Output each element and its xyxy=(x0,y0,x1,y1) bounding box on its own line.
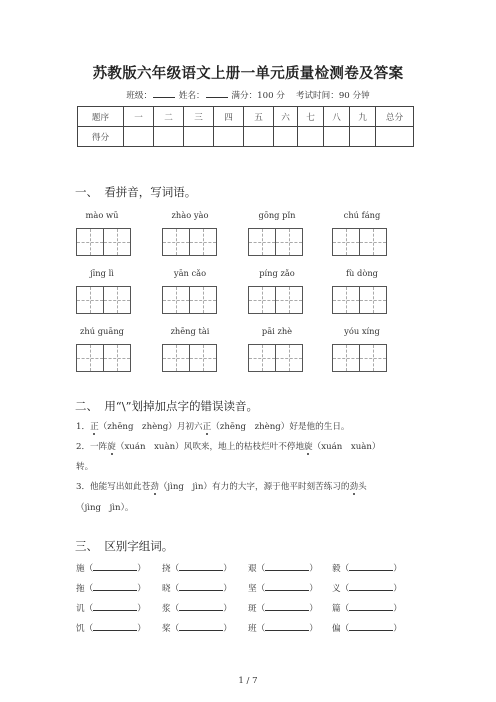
word-item: 桨（ ） xyxy=(162,624,232,634)
pinyin-label: zhēng tài xyxy=(170,326,210,336)
grid-cell[interactable] xyxy=(248,228,276,256)
q2-text[interactable]: （xuán xuàn） xyxy=(312,442,381,452)
score-input-cell[interactable] xyxy=(184,127,214,147)
word-char: 挠 xyxy=(162,564,171,574)
pinyin-label: mào wū xyxy=(85,210,119,220)
score-header-cell: 九 xyxy=(350,107,376,127)
word-item: 篇（ ） xyxy=(332,604,402,614)
grid-cell[interactable] xyxy=(189,286,217,314)
q1-text[interactable]: （zhēng zhèng）月初六 xyxy=(98,422,203,432)
score-table xyxy=(77,106,414,147)
score-header-cell: 题序 xyxy=(78,107,124,127)
word-char: 篇 xyxy=(332,604,341,614)
pinyin-label: zhú guāng xyxy=(80,326,124,336)
grid-cell[interactable] xyxy=(103,344,131,372)
grid-cell[interactable] xyxy=(76,228,104,256)
word-item: 拖（ ） xyxy=(76,584,146,594)
grid-cell[interactable] xyxy=(332,344,360,372)
score-header-cell: 四 xyxy=(214,107,244,127)
word-item: 毅（ ） xyxy=(332,564,402,574)
score-input-cell[interactable] xyxy=(298,127,324,147)
score-header-cell: 二 xyxy=(154,107,184,127)
score-header-cell: 一 xyxy=(124,107,154,127)
writing-grid[interactable] xyxy=(248,286,302,314)
pinyin-label: pāi zhè xyxy=(261,326,293,336)
grid-cell[interactable] xyxy=(359,228,387,256)
question-3 xyxy=(76,480,367,492)
question-2 xyxy=(76,440,381,452)
grid-cell[interactable] xyxy=(76,286,104,314)
word-char: 晓 xyxy=(162,584,171,594)
score-input-cell[interactable] xyxy=(274,127,298,147)
pinyin-label: yān cǎo xyxy=(173,268,207,278)
word-item: 施（ ） xyxy=(76,564,146,574)
section-1-title: 看拼音，写词语。 xyxy=(104,185,197,199)
word-char: 斑 xyxy=(248,604,257,614)
score-header-cell: 五 xyxy=(244,107,274,127)
exam-time: 考试时间：90 分钟 xyxy=(295,91,370,101)
word-item: 挠（ ） xyxy=(162,564,232,574)
q3-text[interactable]: （jìng jìn）有力的大字，源于他平时刻苦练习的 xyxy=(158,482,350,492)
pinyin-label: zhào yào xyxy=(171,210,209,220)
pinyin-label: chú fáng xyxy=(343,210,381,220)
name-label: 姓名： xyxy=(178,91,205,101)
pinyin-label: gōng pǐn xyxy=(258,210,296,220)
section-1-number: 一、 xyxy=(75,185,98,199)
full-score: 满分：100 分 xyxy=(231,91,285,101)
writing-grid[interactable] xyxy=(76,286,130,314)
grid-cell[interactable] xyxy=(248,344,276,372)
word-item: 班（ ） xyxy=(248,624,318,634)
section-3-title: 区别字组词。 xyxy=(104,539,174,553)
q1-text: 1． xyxy=(76,422,91,432)
grid-cell[interactable] xyxy=(275,228,303,256)
answer-blank[interactable] xyxy=(265,622,309,631)
exam-info-line xyxy=(0,89,496,101)
writing-grid[interactable] xyxy=(332,228,386,256)
answer-blank[interactable] xyxy=(93,602,137,611)
writing-grid[interactable] xyxy=(162,286,216,314)
grid-cell[interactable] xyxy=(76,344,104,372)
grid-cell[interactable] xyxy=(332,228,360,256)
grid-cell[interactable] xyxy=(162,286,190,314)
grid-cell[interactable] xyxy=(103,228,131,256)
word-row xyxy=(76,562,416,578)
q2-dotted-char: 旋 xyxy=(304,442,313,452)
grid-cell[interactable] xyxy=(359,286,387,314)
word-char: 坚 xyxy=(248,584,257,594)
score-input-cell[interactable] xyxy=(350,127,376,147)
section-3-number: 三、 xyxy=(75,539,98,553)
grid-cell[interactable] xyxy=(162,228,190,256)
section-1-heading xyxy=(75,184,196,200)
word-char: 施 xyxy=(76,564,85,574)
word-char: 义 xyxy=(332,584,341,594)
answer-blank[interactable] xyxy=(179,582,223,591)
question-3-continued[interactable]: （jìng jìn）。 xyxy=(76,503,134,513)
grid-cell[interactable] xyxy=(332,286,360,314)
q1-dotted-char: 正 xyxy=(90,422,99,432)
score-header-cell: 七 xyxy=(298,107,324,127)
pinyin-label: fù dòng xyxy=(345,268,378,278)
q2-text: 2．一阵 xyxy=(76,442,108,452)
word-char: 讥 xyxy=(76,604,85,614)
word-char: 拖 xyxy=(76,584,85,594)
word-item: 坚（ ） xyxy=(248,584,318,594)
section-2-heading xyxy=(75,398,258,414)
score-input-cell[interactable] xyxy=(324,127,350,147)
pinyin-label: píng zǎo xyxy=(259,268,295,278)
word-char: 艰 xyxy=(248,564,257,574)
class-blank xyxy=(153,89,175,98)
writing-grid[interactable] xyxy=(76,228,130,256)
answer-blank[interactable] xyxy=(265,562,309,571)
q1-dotted-char: 正 xyxy=(202,422,212,432)
name-blank xyxy=(206,89,228,98)
section-3-heading xyxy=(75,538,173,554)
grid-cell[interactable] xyxy=(248,286,276,314)
page-title: 苏教版六年级语文上册一单元质量检测卷及答案 xyxy=(92,65,404,82)
pinyin-label: jīng lì xyxy=(90,268,114,278)
class-label: 班级： xyxy=(126,91,153,101)
q3-text: 3．他能写出如此苍 xyxy=(76,482,151,492)
score-input-cell[interactable] xyxy=(376,127,414,147)
score-input-cell[interactable] xyxy=(124,127,154,147)
word-item: 浆（ ） xyxy=(162,604,232,614)
writing-grid[interactable] xyxy=(248,344,302,372)
score-table-score-row xyxy=(78,127,414,147)
answer-blank[interactable] xyxy=(349,602,393,611)
answer-blank[interactable] xyxy=(179,622,223,631)
q2-dotted-char: 旋 xyxy=(107,442,116,452)
section-2-number: 二、 xyxy=(75,399,98,413)
word-item: 斑（ ） xyxy=(248,604,318,614)
score-header-cell: 总分 xyxy=(376,107,414,127)
q3-dotted-char: 劲 xyxy=(150,482,159,492)
question-1 xyxy=(76,420,350,432)
q3-dotted-char: 劲 xyxy=(349,482,359,492)
answer-blank[interactable] xyxy=(349,582,393,591)
score-table-header-row xyxy=(78,107,414,127)
word-char: 桨 xyxy=(162,624,171,634)
word-item: 饥（ ） xyxy=(76,624,146,634)
answer-blank[interactable] xyxy=(349,562,393,571)
grid-cell[interactable] xyxy=(359,344,387,372)
writing-grid[interactable] xyxy=(76,344,130,372)
word-row xyxy=(76,582,416,598)
page-number: 1 / 7 xyxy=(238,676,258,686)
word-row xyxy=(76,622,416,638)
writing-grid[interactable] xyxy=(162,344,216,372)
grid-cell[interactable] xyxy=(275,286,303,314)
answer-blank[interactable] xyxy=(265,582,309,591)
question-2-continued: 转。 xyxy=(76,462,94,472)
score-input-cell[interactable] xyxy=(154,127,184,147)
word-row xyxy=(76,602,416,618)
answer-blank[interactable] xyxy=(93,562,137,571)
word-item: 义（ ） xyxy=(332,584,402,594)
q1-text[interactable]: （zhēng zhèng）好是他的生日。 xyxy=(211,422,350,432)
word-item: 艰（ ） xyxy=(248,564,318,574)
grid-cell[interactable] xyxy=(189,344,217,372)
q2-text[interactable]: （xuán xuàn）风吹来，地上的枯枝烂叶不停地 xyxy=(115,442,305,452)
score-input-cell[interactable] xyxy=(244,127,274,147)
score-header-cell: 八 xyxy=(324,107,350,127)
writing-grid[interactable] xyxy=(332,286,386,314)
word-char: 毅 xyxy=(332,564,341,574)
grid-cell[interactable] xyxy=(275,344,303,372)
section-2-title: 用“\”划掉加点字的错误读音。 xyxy=(104,399,258,413)
word-char: 偏 xyxy=(332,624,341,634)
word-item: 晓（ ） xyxy=(162,584,232,594)
answer-blank[interactable] xyxy=(265,602,309,611)
score-input-cell[interactable] xyxy=(214,127,244,147)
answer-blank[interactable] xyxy=(93,582,137,591)
writing-grid[interactable] xyxy=(248,228,302,256)
score-header-cell: 三 xyxy=(184,107,214,127)
word-char: 浆 xyxy=(162,604,171,614)
score-header-cell: 六 xyxy=(274,107,298,127)
answer-blank[interactable] xyxy=(179,562,223,571)
writing-grid[interactable] xyxy=(162,228,216,256)
pinyin-label: yóu xíng xyxy=(344,326,380,336)
word-char: 班 xyxy=(248,624,257,634)
grid-cell[interactable] xyxy=(103,286,131,314)
answer-blank[interactable] xyxy=(179,602,223,611)
answer-blank[interactable] xyxy=(93,622,137,631)
grid-cell[interactable] xyxy=(162,344,190,372)
writing-grid[interactable] xyxy=(332,344,386,372)
answer-blank[interactable] xyxy=(349,622,393,631)
score-row-label: 得分 xyxy=(78,127,124,147)
grid-cell[interactable] xyxy=(189,228,217,256)
q3-text: 头 xyxy=(358,482,367,492)
word-item: 讥（ ） xyxy=(76,604,146,614)
word-item: 偏（ ） xyxy=(332,624,402,634)
word-char: 饥 xyxy=(76,624,85,634)
